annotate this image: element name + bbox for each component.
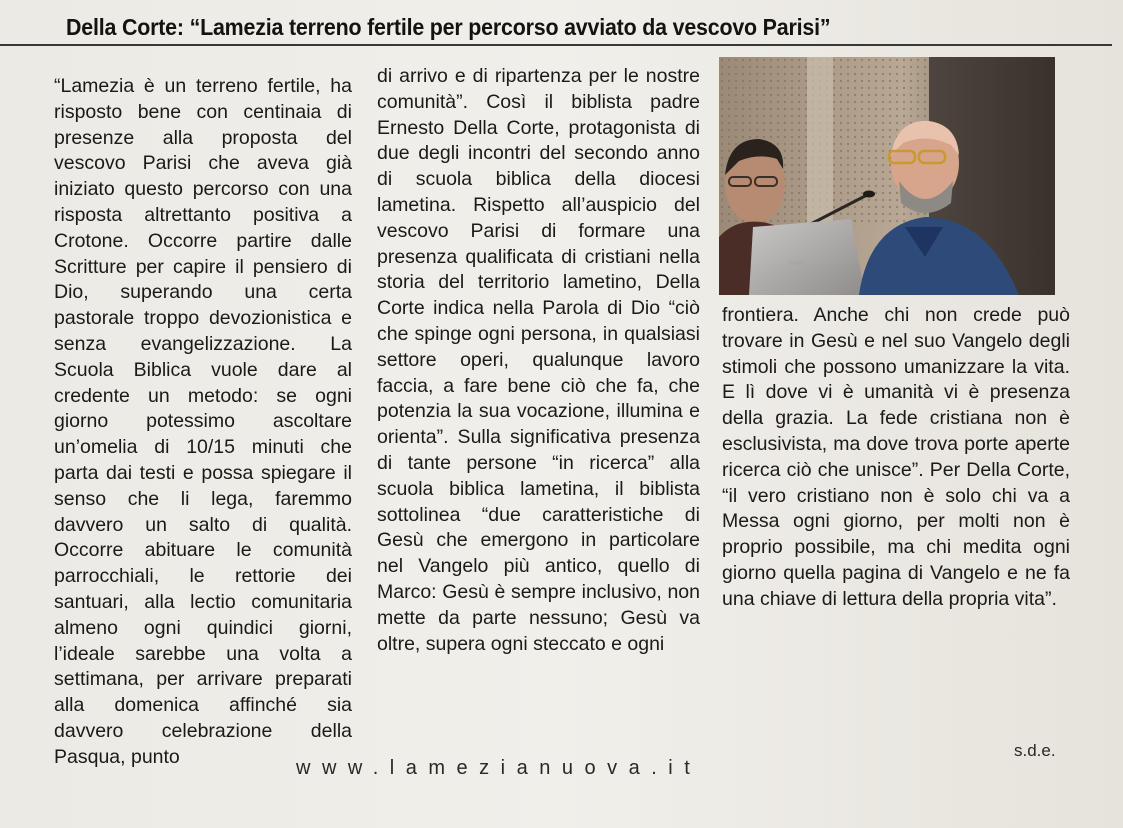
article-column-2 [377, 64, 700, 657]
header-rule [0, 44, 1112, 46]
article-column-3 [722, 303, 1070, 613]
column-3-text: frontiera. Anche chi non crede può trovare in Gesù e nel suo Vangelo degli stimoli che possono umanizzare la vita. E lì dove vi è umanità vi è presenza della grazia. La fede cristiana non è esclusivista, ma dove trova porte aperte ricerca ciò che unisce”. Per Della Corte, “il vero cristiano non è solo chi va a Messa ogni giorno, per molti non è proprio possibile, ma chi medita ogni giorno quella pagina di Vangelo e ne fa una chiave di lettura della propria vita”. [722, 304, 1070, 610]
column-2-text: di arrivo e di ripartenza per le nostre comunità”. Così il biblista padre Ernesto Della Corte, protagonista di due degli incontri del secondo anno di scuola biblica della diocesi lametina. Rispetto all’auspicio del vescovo Parisi di formare una presenza qualificata di cristiani nella storia del territorio lametino, Della Corte indica nella Parola di Dio “ciò che spinge ogni persona, in qualsiasi settore operi, qualunque lavoro faccia, a fare bene ciò che fa, che potenzia la sua vocazione, illumina e orienta”. Sulla significativa presenza di tante persone “in ricerca” alla scuola biblica lametina, il biblista sottolinea “due caratteristiche di Gesù che emergono in particolare nel Vangelo più antico, quello di Marco: Gesù è sempre inclusivo, non mette da parte nessuno; Gesù va oltre, supera ogni steccato e ogni [377, 65, 700, 655]
author-signature: s.d.e. [1014, 741, 1056, 760]
article-headline: Della Corte: “Lamezia terreno fertile per percorso avviato da vescovo Parisi” [66, 14, 831, 40]
speakers-photo [719, 57, 1055, 295]
website-footer: www.lamezianuova.it [296, 757, 702, 779]
column-1-text: “Lamezia è un terreno fertile, ha risposto bene con centinaia di presenze alla proposta del vescovo Parisi che aveva già iniziato questo percorso con una risposta altrettanto positiva a Crotone. Occorre partire dalle Scritture per capire il pensiero di Dio, superando una certa pastorale troppo devozionistica e senza evangelizzazione. La Scuola Biblica vuole dare al credente un metodo: se ogni giorno potessimo ascoltare un’omelia di 10/15 minuti che parta dai testi e possa spiegare il senso che li lega, faremmo davvero un salto di qualità. Occorre abituare le comunità parrocchiali, le rettorie dei santuari, alla lectio comunitaria almeno ogni quindici giorni, l’ideale sarebbe una volta a settimana, per arrivare preparati alla domenica affinché sia davvero celebrazione della Pasqua, punto [54, 75, 352, 768]
article-column-1 [54, 74, 352, 771]
